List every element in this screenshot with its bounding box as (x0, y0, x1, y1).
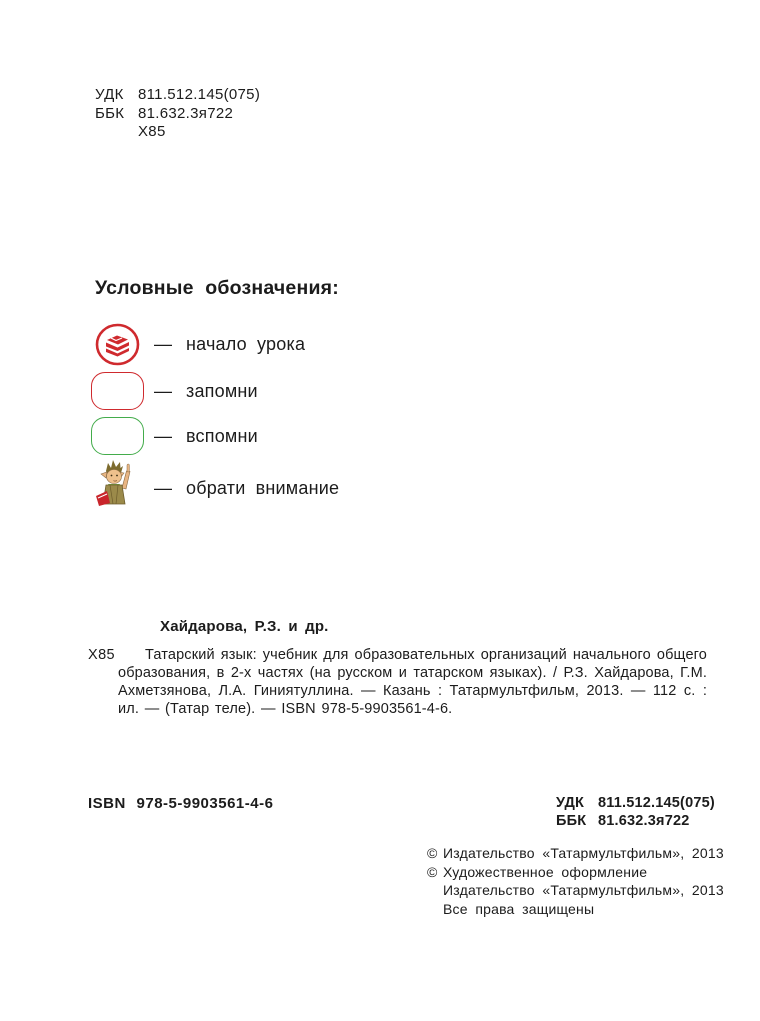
copyright-line-art: © Художественное оформление (427, 863, 648, 880)
copyright-line-publisher: © Издательство «Татармультфильм», 2013 (427, 845, 724, 861)
udk-row-bottom (556, 794, 715, 812)
copyright-line-rights: Все права защищены (443, 900, 595, 917)
book-code: Х85 (138, 123, 166, 140)
book-code-row (95, 123, 260, 142)
classification-codes-top (95, 86, 260, 142)
red-rounded-frame-icon (91, 372, 144, 410)
legend-item-label: запомни (186, 380, 258, 401)
udk-label: УДК (95, 86, 124, 103)
bbk-value: 81.632.3я722 (138, 104, 234, 122)
bbk-row-bottom (556, 812, 715, 830)
legend-heading: Условные обозначения: (95, 277, 339, 299)
catalog-card-text: Татарский язык: учебник для образовательных организаций начального общего образования, в 2-х частях (на русском и татарском языках). / Р.З. Хайдарова, Г.М. Ахметзянова, Л.А. Гиниятуллина. — Казань : Татармультфильм, 2013. — 112 с. : ил. — (Татар теле). — ISBN 978-5-9903561-4-6. (118, 647, 707, 717)
legend-dash: — (154, 380, 172, 401)
bbk-value: 81.632.3я722 (598, 813, 690, 829)
elf-character-icon (93, 458, 141, 518)
catalog-card-code: Х85 (88, 647, 115, 663)
catalog-card (88, 646, 707, 718)
isbn-line: ISBN 978-5-9903561-4-6 (88, 795, 274, 812)
legend-item-recall (88, 416, 258, 456)
bbk-label: ББК (95, 104, 125, 122)
bbk-label: ББК (556, 813, 587, 829)
copyright-line-publisher2: Издательство «Татармультфильм», 2013 (443, 882, 724, 899)
copyright-symbol: © (427, 863, 438, 880)
udk-row (95, 86, 260, 105)
udk-label: УДК (556, 795, 585, 811)
copyright-block (427, 844, 724, 918)
legend-item-remember (88, 371, 258, 411)
legend-dash: — (154, 333, 172, 354)
legend-dash: — (154, 477, 172, 498)
author-heading: Хайдарова, Р.З. и др. (160, 618, 329, 635)
legend-item-label: обрати внимание (186, 477, 340, 498)
legend-dash: — (154, 425, 172, 446)
copyright-symbol: © (427, 845, 438, 861)
green-rounded-frame-icon (91, 417, 144, 455)
udk-value: 811.512.145(075) (138, 86, 261, 103)
legend-item-label: вспомни (186, 425, 258, 446)
classification-codes-bottom (556, 794, 715, 830)
legend-item-pay-attention (88, 457, 339, 519)
books-in-circle-icon (94, 321, 141, 368)
legend-item-label: начало урока (186, 333, 306, 354)
udk-value: 811.512.145(075) (598, 795, 715, 811)
legend-item-lesson-start (88, 320, 305, 368)
bbk-row (95, 105, 260, 124)
